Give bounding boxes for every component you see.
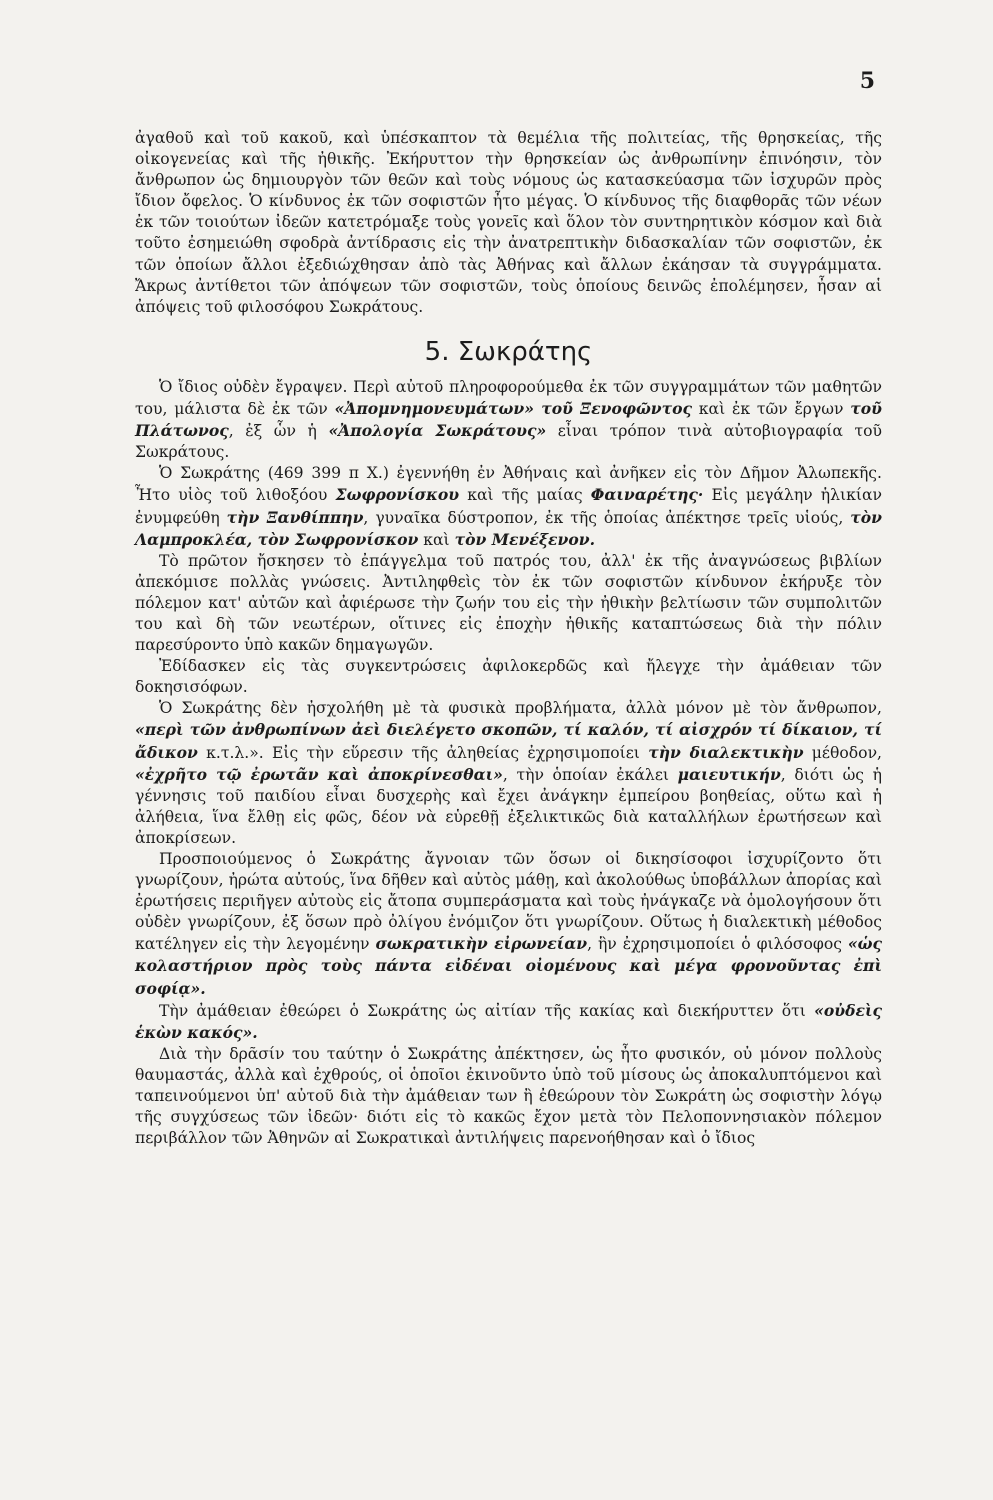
paragraph-ignorance: Τὴν ἀμάθειαν ἐθεώρει ὁ Σωκράτης ὡς αἰτίαν τῆς κακίας καὶ διεκήρυττεν ὅτι «οὐδεὶς ἑκὼν κακός». (135, 1000, 882, 1042)
paragraph-sources: Ὁ ἴδιος οὐδὲν ἔγραψεν. Περὶ αὐτοῦ πληροφορούμεθα ἐκ τῶν συγγραμμάτων τῶν μαθητῶν του, μάλιστα δὲ ἐκ τῶν «Ἀπομνημονευμάτων» τοῦ Ξενοφῶντος καὶ ἐκ τῶν ἔργων τοῦ Πλάτωνος, ἐξ ὧν ἡ «Ἀπολογία Σωκράτους» εἶναι τρόπον τινὰ αὐτοβιογραφία τοῦ Σωκράτους. (135, 377, 882, 462)
page-number: 5 (859, 68, 875, 94)
paragraph-method: Ὁ Σωκράτης δὲν ἠσχολήθη μὲ τὰ φυσικὰ προβλήματα, ἀλλὰ μόνον μὲ τὸν ἄνθρωπον, «περὶ τῶν ἀνθρωπίνων ἀεὶ διελέγετο σκοπῶν, τί καλόν, τί αἰσχρόν τί δίκαιον, τί ἄδικον κ.τ.λ.». Εἰς τὴν εὕρεσιν τῆς ἀληθείας ἐχρησιμοποίει τὴν διαλεκτικὴν μέθοδον, «ἐχρῆτο τῷ ἐρωτᾶν καὶ ἀποκρίνεσθαι», τὴν ὁποίαν ἐκάλει μαιευτικήν, διότι ὡς ἡ γέννησις τοῦ παιδίου εἶναι δυσχερὴς καὶ ἔχει ἀνάγκην ἐμπείρου βοηθείας, οὕτω καὶ ἡ ἀλήθεια, ἵνα ἔλθῃ εἰς φῶς, δέον νὰ εὑρεθῇ ἐξελικτικῶς διὰ καταλλήλων ἐρωτήσεων καὶ ἀποκρίσεων. (135, 699, 882, 847)
paragraph-biography: Ὁ Σωκράτης (469 399 π Χ.) ἐγεννήθη ἐν Ἀθήναις καὶ ἀνῆκεν εἰς τὸν Δῆμον Ἀλωπεκῆς. Ἦτο υἱὸς τοῦ λιθοξόου Σωφρονίσκου καὶ τῆς μαίας Φαιναρέτης· Εἰς μεγάλην ἡλικίαν ἐνυμφεύθη τὴν Ξανθίππην, γυναῖκα δύστροπον, ἐκ τῆς ὁποίας ἀπέκτησε τρεῖς υἱούς, τὸν Λαμπροκλέα, τὸν Σωφρονίσκον καὶ τὸν Μενέξενον. (135, 464, 882, 549)
paragraph-teaching: Ἐδίδασκεν εἰς τὰς συγκεντρώσεις ἀφιλοκερδῶς καὶ ἤλεγχε τὴν ἀμάθειαν τῶν δοκησισόφων. (135, 657, 882, 697)
body-text (135, 128, 882, 1149)
paragraph-irony: Προσποιούμενος ὁ Σωκράτης ἄγνοιαν τῶν ὅσων οἱ δικησίσοφοι ἰσχυρίζοντο ὅτι γνωρίζουν, ἠρώτα αὐτούς, ἵνα δῆθεν καὶ αὐτὸς μάθῃ, καὶ ἀκολούθως ὑποβάλλων ἀπορίας καὶ ἐρωτήσεις περιῆγεν αὐτοὺς εἰς ἄτοπα συμπεράσματα καὶ τοὺς ἠνάγκαζε νὰ ὁμολογήσουν ὅτι οὐδὲν γνωρίζουν, ἐξ ὅσων πρὸ ὀλίγου ἐνόμιζον ὅτι γνωρίζουν. Οὕτως ἡ διαλεκτικὴ μέθοδος κατέληγεν εἰς τὴν λεγομένην σωκρατικὴν εἰρωνείαν, ἣν ἐχρησιμοποίει ὁ φιλόσοφος «ὡς κολαστήριον πρὸς τοὺς πάντα εἰδέναι οἰομένους καὶ μέγα φρονοῦντας ἐπὶ σοφίᾳ». (135, 850, 882, 998)
intro-paragraph: ἀγαθοῦ καὶ τοῦ κακοῦ, καὶ ὑπέσκαπτον τὰ θεμέλια τῆς πολιτείας, τῆς θρησκείας, τῆς οἰκογενείας καὶ τῆς ἠθικῆς. Ἐκήρυττον τὴν θρησκείαν ὡς ἀνθρωπίνην ἐπινόησιν, τὸν ἄνθρωπον ὡς δημιουργὸν τῶν θεῶν καὶ τοὺς νόμους ὡς κατασκεύασμα τῶν ἰσχυρῶν πρὸς ἴδιον ὄφελος. Ὁ κίνδυνος ἐκ τῶν σοφιστῶν ἦτο μέγας. Ὁ κίνδυνος τῆς διαφθορᾶς τῶν νέων ἐκ τῶν τοιούτων ἰδεῶν κατετρόμαξε τοὺς γονεῖς καὶ ὅλον τὸν συντηρητικὸν κόσμον καὶ διὰ τοῦτο ἐσημειώθη σφοδρὰ ἀντίδρασις εἰς τὴν ἀνατρεπτικὴν διδασκαλίαν τῶν σοφιστῶν, ἐκ τῶν ὁποίων ἄλλοι ἐξεδιώχθησαν ἀπὸ τὰς Ἀθήνας καὶ ἄλλων ἐκάησαν τὰ συγγράμματα. Ἄκρως ἀντίθετοι τῶν ἀπόψεων τῶν σοφιστῶν, τοὺς ὁποίους δεινῶς ἐπολέμησεν, ἦσαν αἱ ἀπόψεις τοῦ φιλοσόφου Σωκράτους. (135, 129, 882, 316)
paragraph-enemies: Διὰ τὴν δρᾶσίν του ταύτην ὁ Σωκράτης ἀπέκτησεν, ὡς ἦτο φυσικόν, οὐ μόνον πολλοὺς θαυμαστάς, ἀλλὰ καὶ ἐχθρούς, οἱ ὁποῖοι ἐκινοῦντο ὑπὸ τοῦ μίσους ὡς ἀποκαλυπτόμενοι καὶ ταπεινούμενοι ὑπ' αὐτοῦ διὰ τὴν ἀμάθειαν των ἢ ἐθεώρουν τὸν Σωκράτη ὡς σοφιστὴν λόγῳ τῆς συγχύσεως τῶν ἰδεῶν· διότι εἰς τὸ κακῶς ἔχον μετὰ τὸν Πελοποννησιακὸν πόλεμον περιβάλλον τῶν Ἀθηνῶν αἱ Σωκρατικαὶ ἀντιλήψεις παρενοήθησαν καὶ ὁ ἴδιος (135, 1044, 882, 1148)
section-heading: 5. Σωκράτης (424, 336, 593, 367)
paragraph-early-life: Τὸ πρῶτον ἤσκησεν τὸ ἐπάγγελμα τοῦ πατρός του, ἀλλ' ἐκ τῆς ἀναγνώσεως βιβλίων ἀπεκόμισε πολλὰς γνώσεις. Ἀντιληφθεὶς τὸν ἐκ τῶν σοφιστῶν κίνδυνον ἐκήρυξε τὸν πόλεμον κατ' αὐτῶν καὶ ἀφιέρωσε τὴν ζωήν του εἰς τὴν ἠθικὴν βελτίωσιν τῶν συμπολιτῶν του καὶ δὴ τῶν νεωτέρων, οἵτινες εἰς ἐποχὴν ἠθικῆς καταπτώσεως διὰ τὴν πόλιν παρεσύροντο ὑπὸ κακῶν δημαγωγῶν. (135, 551, 882, 655)
